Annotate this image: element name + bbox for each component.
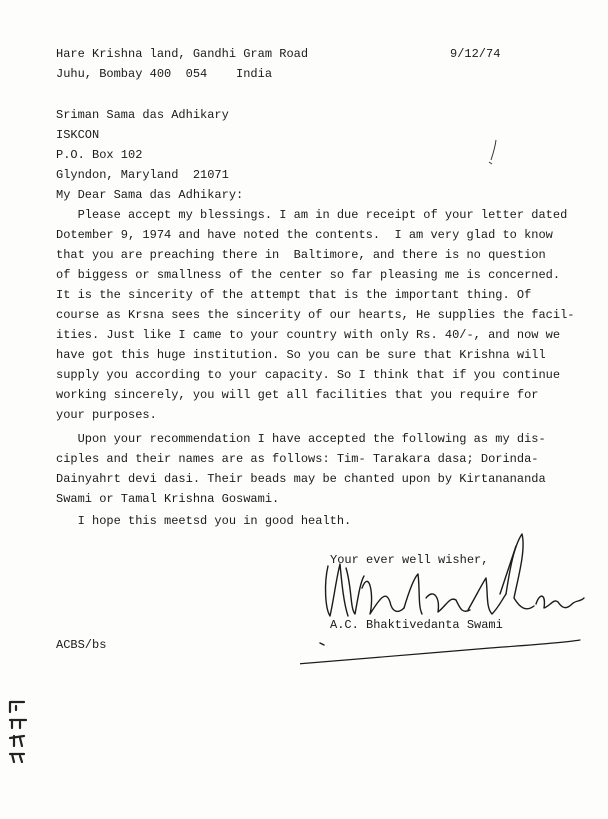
body-line: I hope this meetsd you in good health. bbox=[56, 514, 352, 528]
body-line: working sincerely, you will get all facilities that you require for bbox=[56, 388, 539, 402]
body-line: have got this huge institution. So you can be sure that Krishna will bbox=[56, 348, 546, 362]
closing: Your ever well wisher, bbox=[330, 553, 489, 567]
margin-stamp-mark bbox=[6, 698, 32, 768]
salutation: My Dear Sama das Adhikary: bbox=[56, 188, 244, 202]
body-line: Please accept my blessings. I am in due receipt of your letter dated bbox=[56, 208, 568, 222]
body-line: Upon your recommendation I have accepted the following as my dis- bbox=[56, 432, 546, 446]
recipient-city: Glyndon, Maryland 21071 bbox=[56, 168, 229, 182]
body-line: supply you according to your capacity. So I think that if you continue bbox=[56, 368, 561, 382]
recipient-organization: ISKCON bbox=[56, 128, 100, 142]
letter-date: 9/12/74 bbox=[450, 47, 501, 61]
recipient-name: Sriman Sama das Adhikary bbox=[56, 108, 229, 122]
body-line: Dainyahrt devi dasi. Their beads may be chanted upon by Kirtanananda bbox=[56, 472, 546, 486]
signatory-name: A.C. Bhaktivedanta Swami bbox=[330, 618, 503, 632]
body-line: course as Krsna sees the sincerity of our hearts, He supplies the facil- bbox=[56, 308, 575, 322]
body-line: Swami or Tamal Krishna Goswami. bbox=[56, 492, 280, 506]
body-line: your purposes. bbox=[56, 408, 157, 422]
reference-initials: ACBS/bs bbox=[56, 638, 107, 652]
body-line: ities. Just like I came to your country with only Rs. 40/-, and now we bbox=[56, 328, 561, 342]
body-line: of biggess or smallness of the center so far pleasing me is concerned. bbox=[56, 268, 561, 282]
body-line: that you are preaching there in Baltimore, and there is no question bbox=[56, 248, 546, 262]
body-line: ciples and their names are as follows: Tim- Tarakara dasa; Dorinda- bbox=[56, 452, 539, 466]
letterhead-address-line1: Hare Krishna land, Gandhi Gram Road bbox=[56, 47, 309, 61]
handwritten-signature bbox=[300, 528, 590, 678]
body-line: It is the sincerity of the attempt that is the important thing. Of bbox=[56, 288, 532, 302]
letterhead-address-line2: Juhu, Bombay 400 054 India bbox=[56, 67, 273, 81]
margin-tick-mark bbox=[486, 138, 500, 168]
body-line: Dotember 9, 1974 and have noted the contents. I am very glad to know bbox=[56, 228, 553, 242]
recipient-po-box: P.O. Box 102 bbox=[56, 148, 143, 162]
